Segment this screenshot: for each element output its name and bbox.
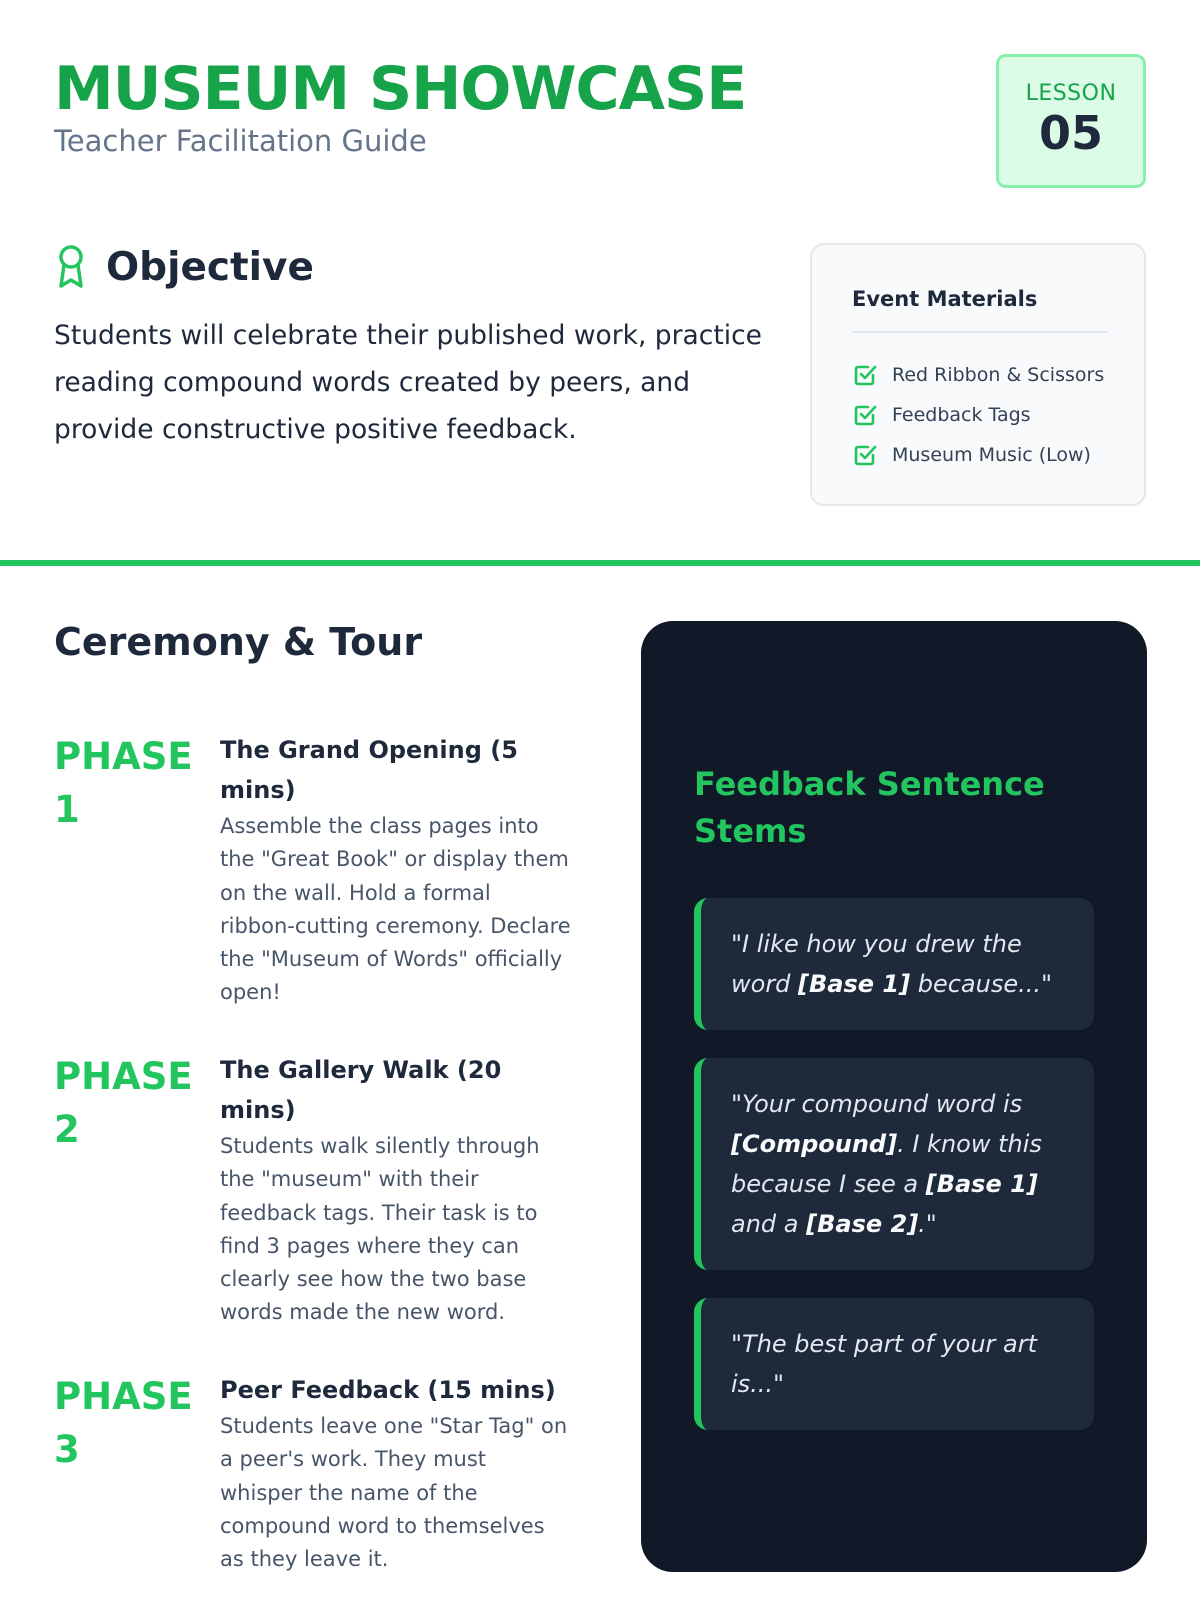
section-divider xyxy=(0,560,1200,566)
phase-body xyxy=(220,1370,572,1576)
stem-text: "Your compound word is xyxy=(731,1090,1023,1118)
stem-text: because..." xyxy=(910,970,1053,998)
phase-description: Assemble the class pages into the "Great Book" or display them on the wall. Hold a formal ribbon-cutting ceremony. Declare the "Museum of Words" officially open! xyxy=(220,814,571,1005)
award-ribbon-icon xyxy=(54,244,88,290)
stems-title: Feedback Sentence Stems xyxy=(694,765,1045,850)
phase-description: Students walk silently through the "museum" with their feedback tags. Their task is to find 3 pages where they can clearly see how the two base words made the new word. xyxy=(220,1134,540,1325)
phase-title: The Gallery Walk (20 mins) xyxy=(220,1056,502,1124)
materials-item xyxy=(852,395,1104,435)
page-title: MUSEUM SHOWCASE xyxy=(54,54,747,124)
page-subtitle: Teacher Facilitation Guide xyxy=(54,124,427,158)
stem-card xyxy=(694,1298,1094,1430)
objective-title: Objective xyxy=(106,244,314,290)
phase-title: Peer Feedback (15 mins) xyxy=(220,1376,556,1404)
stem-text: "I like how you drew the word xyxy=(731,930,1022,998)
materials-item xyxy=(852,435,1104,475)
materials-item xyxy=(852,355,1104,395)
stem-placeholder: [Base 1] xyxy=(798,970,911,998)
event-materials-card xyxy=(810,243,1146,506)
stem-placeholder: [Base 2] xyxy=(806,1210,919,1238)
phase-label: PHASE 2 xyxy=(54,1055,193,1151)
phase-description: Students leave one "Star Tag" on a peer's work. They must whisper the name of the compound word to themselves as they leave it. xyxy=(220,1414,568,1572)
stem-text: . I know this because I see a xyxy=(731,1130,1042,1198)
phase-body xyxy=(220,1050,572,1330)
stem-placeholder: [Compound] xyxy=(731,1130,898,1158)
materials-item-label: Museum Music (Low) xyxy=(892,444,1091,466)
checkbox-checked-icon xyxy=(852,402,878,428)
checkbox-checked-icon xyxy=(852,442,878,468)
phase-label: PHASE 1 xyxy=(54,735,193,831)
feedback-stems-panel xyxy=(641,621,1147,1572)
checkbox-checked-icon xyxy=(852,362,878,388)
lesson-badge xyxy=(996,54,1146,188)
stem-text: ." xyxy=(918,1210,937,1238)
materials-item-label: Feedback Tags xyxy=(892,404,1031,426)
materials-list xyxy=(852,355,1104,475)
lesson-label: LESSON xyxy=(1025,81,1117,106)
stem-text: "The best part of your art is..." xyxy=(731,1330,1038,1398)
stem-card xyxy=(694,898,1094,1030)
objective-heading xyxy=(54,244,314,290)
lesson-number: 05 xyxy=(1038,106,1103,160)
ceremony-title: Ceremony & Tour xyxy=(54,620,423,664)
phase-body xyxy=(220,730,572,1010)
phase-title: The Grand Opening (5 mins) xyxy=(220,736,518,804)
materials-divider xyxy=(852,331,1108,333)
stem-placeholder: [Base 1] xyxy=(925,1170,1038,1198)
materials-title: Event Materials xyxy=(852,287,1038,311)
stem-text: and a xyxy=(731,1210,807,1238)
phase-label: PHASE 3 xyxy=(54,1375,193,1471)
stem-card xyxy=(694,1058,1094,1270)
materials-item-label: Red Ribbon & Scissors xyxy=(892,364,1105,386)
objective-text: Students will celebrate their published work, practice reading compound words created by peers, and provide constructive positive feedback. xyxy=(54,320,762,445)
